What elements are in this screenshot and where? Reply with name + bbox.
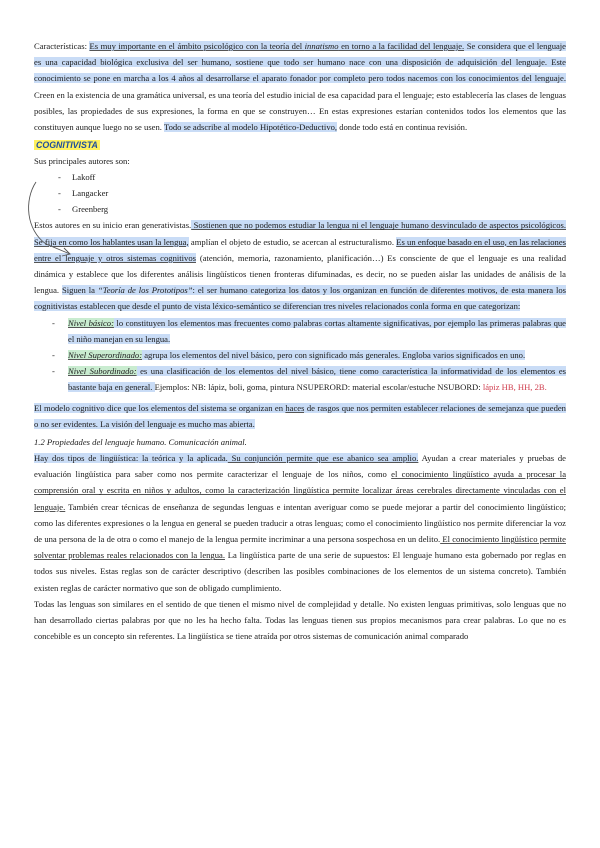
term-prototipos: “Teoría de los Prototipos” xyxy=(97,285,193,296)
term-innatismo: innatismo xyxy=(304,41,339,51)
highlight-enfoque-uso: Es un enfoque basado en el uso, en las relaciones entre el lenguaje y otros sistemas cognitivos xyxy=(34,236,566,263)
text-revision: donde todo está en continua revisión. xyxy=(337,122,468,133)
paragraph-innatismo xyxy=(34,38,566,135)
highlight-conjuncion: Su conjunción permite que ese abanico sea amplio. xyxy=(227,453,419,464)
level-label: Nivel Subordinado: xyxy=(68,366,137,377)
levels-list xyxy=(34,315,566,396)
level-text: lo constituyen los elementos mas frecuentes como palabras cortas altamente significativas, por ejemplo las primeras palabras que el niño manejan en su lengua. xyxy=(68,317,567,344)
highlight-hipotetico: Todo se adscribe al modelo Hipotético-Deductivo, xyxy=(163,122,338,133)
paragraph-cognitivistas xyxy=(34,217,566,314)
authors-list xyxy=(34,169,566,217)
level-item: - Nivel Superordinado: agrupa los elementos del nivel básico, pero con significado más generales. Engloba varios significados en uno. xyxy=(52,350,526,361)
highlight-dos-tipos: Hay dos tipos de lingüística: la teórica y la aplicada. xyxy=(34,453,228,464)
text-supuestos: La lingüística parte de una serie de supuestos: El lenguaje humano esta gobernado por reglas en todos sus niveles. Estas reglas son de carácter descriptivo (describen las posibles combinaciones de los elementos de un sistema concreto). También existen reglas de carácter normativo que son de obligado cumplimiento. xyxy=(34,550,566,593)
level-item: - Nivel básico: lo constituyen los elementos mas frecuentes como palabras cortas altamente significativas, por ejemplo las primeras palabras que el niño manejan en su lengua. xyxy=(52,317,567,344)
underline-comprension: el conocimiento lingüístico ayuda a procesar la comprensión oral y escrita en niños y adultos, como la caracterización lingüística permite localizar áreas cerebrales directamente vinculadas con el lenguaje. xyxy=(34,469,567,512)
highlight-categoriza: : el ser humano categoriza los datos y los organizan en función de diferentes motivos, de esta manera los cognitivistas establecen que desde el punto de vista léxico-semántico se diferencian tres niveles relacionados conla forma en que categorizan: xyxy=(34,285,566,312)
highlight-semejanza: de rasgos que nos permiten establecer relaciones de semejanza que pueden o no ser evidentes. La visión del lenguaje es mucho mas abierta. xyxy=(34,402,566,429)
heading-cognitivista: COGNITIVISTA xyxy=(36,140,98,151)
text-estructuralismo: amplían el objeto de estudio, se acercan al estructuralismo. xyxy=(188,236,397,247)
level-label: Nivel básico: xyxy=(68,317,114,328)
hand-drawn-arrow-icon xyxy=(26,180,76,260)
highlight-modelo: El modelo cognitivo dice que los elementos del sistema se organizan en xyxy=(34,402,286,413)
text-similares: Todas las lenguas son similares en el sentido de que tienen el mismo nivel de complejidad y detalle. No existen lenguas primitivas, solo lenguas que no han desarrollado ciertas palabras por que no les ha hecho falta. Todas las lenguas tienen sus propios mecanismos para crear palabras. xyxy=(34,598,566,626)
authors-intro: Sus principales autores son: xyxy=(34,156,130,167)
level-text: es una clasificación de los elementos del nivel básico, tiene como característica la informatividad de los elementos es bastante baja en general. xyxy=(68,366,566,393)
text-referentes: Lo que no es concebible es un concepto sin referentes. La lingüística se tiene atraída por otros sistemas de comunicación animal comparado xyxy=(34,615,566,642)
level-text: agrupa los elementos del nivel básico, pero con significado más generales. Engloba varios significados en uno. xyxy=(142,350,526,361)
author-item: - Langacker xyxy=(58,188,109,199)
text-dinamica: (atención, memoria, razonamiento, planificación…) Es consciente de que el lenguaje es una realidad dinámica y establece que los diferentes análisis lingüísticos tienen fronteras difuminadas, es decir, no se pueden aislar las unidades de análisis de la lengua. xyxy=(34,252,566,296)
highlight-facilidad: en torno a la facilidad del lenguaje. xyxy=(338,41,465,51)
label-caracteristicas: Características: xyxy=(34,41,90,51)
paragraph-linguistica xyxy=(34,450,566,596)
highlight-siguen: Siguen la xyxy=(61,285,98,296)
underline-problemas: El conocimiento lingüístico permite solventar problemas reales relacionados con la lengua. xyxy=(34,534,566,561)
text-gramatica: Creen en la existencia de una gramática universal, es una teoría del estudio inicial de esa capacidad para el lenguaje; esto establecería las clases de lenguas posibles, las propiedades de sus expresiones, la forma en que se construyen… En estas expresiones estarían contenidos todos los elementos que las constituyen aunque luego no se usen. xyxy=(34,89,566,133)
text-tecnicas: También crear técnicas de enseñanza de segundas lenguas e intentan averiguar como se puede mejorar a partir del conocimiento lingüístico; como las diferentes expresiones o la lengua en general se pueden traducir a otras lenguas; como el conocimiento lingüístico nos permite diferenciar la voz de una persona de la de otra o como el manejo de la lengua permite incriminar a una persona sospechosa en un delito. xyxy=(34,501,566,545)
text-materiales: Ayudan a crear materiales y pruebas de evaluación lingüística para saber como nos permite caracterizar el lenguaje de los niños, como xyxy=(34,453,566,480)
section-subtitle: 1.2 Propiedades del lenguaje humano. Comunicación animal. xyxy=(34,437,247,448)
highlight-capacidad: Se considera que el lenguaje es una capacidad biológica exclusiva del ser humano, sostiene que todo ser humano nace con una disposición de adquisición del lenguaje. xyxy=(34,41,567,68)
highlight-conocimiento: Este conocimiento se pone en marcha a los 4 años al desarrollarse el aparato fonador por completo pero todos nacemos con los conocimientos del lenguaje. xyxy=(34,57,566,84)
level-example: Ejemplos: NB: lápiz, boli, goma, pintura NSUPERORD: material escolar/estuche NSUBORD: xyxy=(154,382,483,393)
highlight-psicologicos: Sostienen que no podemos estudiar la lengua ni el lenguaje humano desvinculado de aspectos psicológicos. Se fija en como los hablantes usan la lengua, xyxy=(34,220,566,247)
level-example-red: lápiz HB, HH, 2B. xyxy=(482,382,547,393)
paragraph-lenguas xyxy=(34,596,566,645)
level-item: - Nivel Subordinado: es una clasificación de los elementos del nivel básico, tiene como característica la informatividad de los elementos es bastante baja en general. Ejemplos: NB: lápiz, boli, goma, pintura NSUPERORD: material escolar/estuche NSUBORD: lápiz HB, HH, 2B. xyxy=(52,366,566,393)
heading-cognitivista-wrap xyxy=(34,135,566,153)
paragraph-modelo-cognitivo xyxy=(34,400,566,432)
author-item: - Lakoff xyxy=(58,172,96,183)
text-generativistas: Estos autores en su inicio eran generativistas. xyxy=(34,220,192,231)
highlight-importante: Es muy importante en el ámbito psicológico con la teoría del xyxy=(89,41,305,51)
author-item: - Greenberg xyxy=(58,204,109,215)
term-haces: haces xyxy=(285,402,305,413)
level-label: Nivel Superordinado: xyxy=(68,350,143,361)
